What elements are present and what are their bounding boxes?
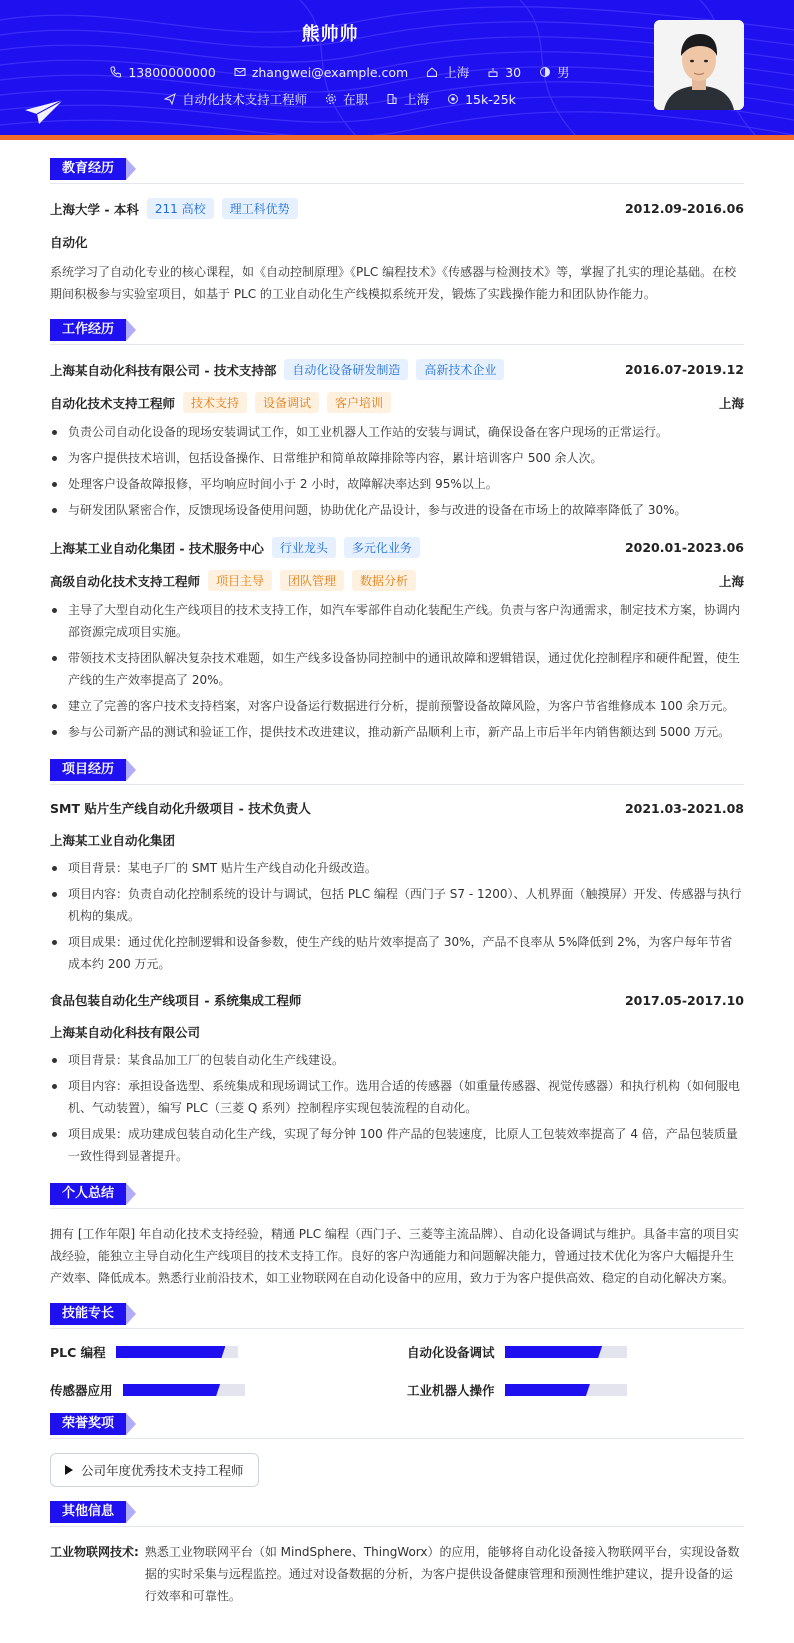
work-date: 2020.01-2023.06	[624, 540, 744, 555]
role-tag: 团队管理	[280, 570, 344, 591]
honor-item[interactable]	[50, 1453, 259, 1487]
header-accent-stripe	[0, 135, 794, 140]
education-description: 系统学习了自动化专业的核心课程，如《自动控制原理》《PLC 编程技术》《传感器与检测技术》等，掌握了扎实的理论基础。在校期间积极参与实验室项目，如基于 PLC 的工业自动化生产线模拟系统开发，锻炼了实践操作能力和团队协作能力。	[50, 265, 737, 301]
status-item	[325, 90, 368, 108]
role-tag: 客户培训	[327, 392, 391, 413]
other-heading: 其他信息	[50, 1501, 126, 1523]
list-item: 为客户提供技术培训，包括设备操作、日常维护和简单故障排除等内容，累计培训客户 500 余人次。	[50, 447, 744, 469]
project-name: SMT 贴片生产线自动化升级项目 - 技术负责人	[50, 801, 311, 816]
job-title-item	[164, 90, 307, 108]
project-entry	[50, 799, 744, 975]
list-item: 项目成果：成功建成包装自动化生产线，实现了每分钟 100 件产品的包装速度，比原人工包装效率提高了 4 倍，产品包装质量一致性得到显著提升。	[50, 1123, 744, 1167]
skill-bar-fill	[505, 1384, 590, 1396]
list-item: 参与公司新产品的测试和验证工作，提供技术改进建议，推动新产品顺利上市，新产品上市后半年内销售额达到 5000 万元。	[50, 721, 744, 743]
salary-item	[447, 90, 516, 108]
education-heading: 教育经历	[50, 158, 126, 180]
work-section	[50, 319, 744, 743]
send-icon	[164, 93, 176, 105]
target-city-item	[386, 90, 429, 108]
other-info-row	[50, 1541, 744, 1607]
phone-icon	[110, 66, 122, 78]
section-heading	[50, 1183, 744, 1209]
candidate-name: 熊帅帅	[301, 24, 359, 45]
gear-icon	[325, 93, 337, 105]
phone-text: 13800000000	[128, 64, 216, 80]
projects-section	[50, 759, 744, 1167]
project-org: 上海某工业自动化集团	[50, 833, 176, 848]
project-date: 2017.05-2017.10	[624, 992, 744, 1008]
skill-bar	[505, 1346, 627, 1358]
work-city: 上海	[718, 395, 744, 411]
status-text: 在职	[343, 92, 369, 107]
role-tag: 设备调试	[255, 392, 319, 413]
email-icon	[234, 66, 246, 78]
company-name: 上海某工业自动化集团 - 技术服务中心	[50, 540, 264, 556]
skills-section	[50, 1303, 744, 1399]
salary-text: 15k-25k	[465, 91, 516, 107]
resume-header	[0, 0, 794, 140]
company-name: 上海某自动化科技有限公司 - 技术支持部	[50, 362, 277, 378]
paper-plane-icon	[25, 100, 63, 124]
email-item	[234, 63, 408, 81]
work-entry	[50, 537, 744, 743]
gender-item	[539, 63, 570, 81]
gender-icon	[539, 66, 551, 78]
summary-text: 拥有 [工作年限] 年自动化技术支持经验，精通 PLC 编程（西门子、三菱等主流品牌）、自动化设备调试与维护。具备丰富的项目实战经验，能独立主导自动化生产线项目的技术支持工作。良好的客户沟通能力和问题解决能力，曾通过技术优化为客户大幅提升生产效率、降低成本。熟悉行业前沿技术，如工业物联网在自动化设备中的应用，致力于为客户提供高效、稳定的自动化解决方案。	[50, 1227, 739, 1285]
work-bullets	[50, 421, 744, 521]
skill-bar-fill	[116, 1346, 226, 1358]
location-item	[426, 63, 469, 81]
projects-heading: 项目经历	[50, 759, 126, 781]
role-tag: 技术支持	[183, 392, 247, 413]
section-heading	[50, 158, 744, 184]
project-bullets	[50, 1049, 744, 1167]
target-city-text: 上海	[404, 92, 430, 107]
honor-label: 公司年度优秀技术支持工程师	[81, 1463, 244, 1478]
list-item: 项目背景：某电子厂的 SMT 贴片生产线自动化升级改造。	[50, 857, 744, 879]
project-bullets	[50, 857, 744, 975]
gender-text: 男	[557, 65, 570, 80]
work-heading: 工作经历	[50, 319, 126, 341]
summary-section	[50, 1183, 744, 1289]
phone-item	[110, 63, 215, 81]
avatar	[654, 20, 744, 110]
age-text: 30	[505, 64, 522, 80]
section-heading	[50, 1303, 744, 1329]
project-date: 2021.03-2021.08	[624, 800, 744, 816]
work-city: 上海	[718, 573, 744, 589]
honors-section	[50, 1413, 744, 1487]
education-date: 2012.09-2016.06	[624, 201, 744, 216]
school-tag: 211 高校	[147, 198, 214, 219]
job-row	[0, 90, 680, 108]
role-name: 自动化技术支持工程师	[50, 395, 176, 411]
avatar-portrait	[654, 20, 744, 110]
company-tag: 多元化业务	[344, 537, 420, 558]
contact-row	[0, 63, 680, 81]
age-item	[487, 63, 521, 81]
list-item: 负责公司自动化设备的现场安装调试工作，如工业机器人工作站的安装与调试，确保设备在客户现场的正常运行。	[50, 421, 744, 443]
list-item: 与研发团队紧密合作，反馈现场设备使用问题，协助优化产品设计，参与改进的设备在市场上的故障率降低了 30%。	[50, 499, 744, 521]
skill-bar	[116, 1346, 238, 1358]
section-heading	[50, 759, 744, 785]
cake-icon	[487, 66, 499, 78]
email-text: zhangwei@example.com	[251, 64, 409, 80]
skill-name: 工业机器人操作	[407, 1383, 495, 1398]
list-item: 项目内容：负责自动化控制系统的设计与调试，包括 PLC 编程（西门子 S7 - 1200）、人机界面（触摸屏）开发、传感器与执行机构的集成。	[50, 883, 744, 927]
skill-item	[407, 1343, 744, 1361]
company-tag: 行业龙头	[272, 537, 336, 558]
play-triangle-icon	[65, 1465, 73, 1475]
skill-bar-fill	[505, 1346, 603, 1358]
list-item: 项目背景：某食品加工厂的包装自动化生产线建设。	[50, 1049, 744, 1071]
skill-bar	[123, 1384, 245, 1396]
list-item: 建立了完善的客户技术支持档案，对客户设备运行数据进行分析，提前预警设备故障风险，为客户节省维修成本 100 余万元。	[50, 695, 744, 717]
skill-name: 自动化设备调试	[407, 1345, 495, 1360]
education-section	[50, 158, 744, 305]
major-name: 自动化	[50, 235, 88, 250]
honors-heading: 荣誉奖项	[50, 1413, 126, 1435]
education-header-row	[50, 198, 744, 219]
section-heading	[50, 319, 744, 345]
location-text: 上海	[444, 65, 470, 80]
job-title-text: 自动化技术支持工程师	[182, 92, 308, 107]
project-org: 上海某自动化科技有限公司	[50, 1025, 201, 1040]
role-name: 高级自动化技术支持工程师	[50, 573, 201, 589]
project-name: 食品包装自动化生产线项目 - 系统集成工程师	[50, 993, 302, 1008]
skill-bar	[505, 1384, 627, 1396]
company-tag: 自动化设备研发制造	[284, 359, 408, 380]
company-tag: 高新技术企业	[416, 359, 504, 380]
work-date: 2016.07-2019.12	[624, 362, 744, 377]
skill-name: PLC 编程	[50, 1345, 106, 1360]
school-name: 上海大学 - 本科	[50, 201, 139, 217]
section-heading	[50, 1501, 744, 1527]
list-item: 主导了大型自动化生产线项目的技术支持工作，如汽车零部件自动化装配生产线。负责与客户沟通需求，制定技术方案，协调内部资源完成项目实施。	[50, 599, 744, 643]
skills-grid	[50, 1343, 744, 1399]
resume-body	[0, 140, 794, 1607]
list-item: 项目成果：通过优化控制逻辑和设备参数，使生产线的贴片效率提高了 30%，产品不良率从 5%降低到 2%，为客户每年节省成本约 200 万元。	[50, 931, 744, 975]
target-icon	[447, 93, 459, 105]
work-bullets	[50, 599, 744, 743]
work-entry	[50, 359, 744, 521]
skill-bar-fill	[123, 1384, 221, 1396]
list-item: 处理客户设备故障报修，平均响应时间小于 2 小时，故障解决率达到 95%以上。	[50, 473, 744, 495]
school-tag: 理工科优势	[222, 198, 298, 219]
skill-name: 传感器应用	[50, 1383, 113, 1398]
role-tag: 项目主导	[208, 570, 272, 591]
other-section	[50, 1501, 744, 1607]
skill-item	[50, 1381, 387, 1399]
list-item: 带领技术支持团队解决复杂技术难题，如生产线多设备协同控制中的通讯故障和逻辑错误，通过优化控制程序和硬件配置，使生产线的生产效率提高了 20%。	[50, 647, 744, 691]
skill-item	[50, 1343, 387, 1361]
section-heading	[50, 1413, 744, 1439]
skills-heading: 技能专长	[50, 1303, 126, 1325]
project-entry	[50, 991, 744, 1167]
home-icon	[426, 66, 438, 78]
summary-heading: 个人总结	[50, 1183, 126, 1205]
other-label: 工业物联网技术:	[50, 1545, 139, 1559]
other-text: 熟悉工业物联网平台（如 MindSphere、ThingWorx）的应用，能够将自动化设备接入物联网平台，实现设备数据的实时采集与远程监控。通过对设备数据的分析，为客户提供设备健康管理和预测性维护建议，提升设备的运行效率和可靠性。	[144, 1545, 740, 1603]
role-tag: 数据分析	[352, 570, 416, 591]
building-icon	[386, 93, 398, 105]
skill-item	[407, 1381, 744, 1399]
list-item: 项目内容：承担设备选型、系统集成和现场调试工作。选用合适的传感器（如重量传感器、视觉传感器）和执行机构（如伺服电机、气动装置），编写 PLC（三菱 Q 系列）控制程序实现包装流程的自动化。	[50, 1075, 744, 1119]
